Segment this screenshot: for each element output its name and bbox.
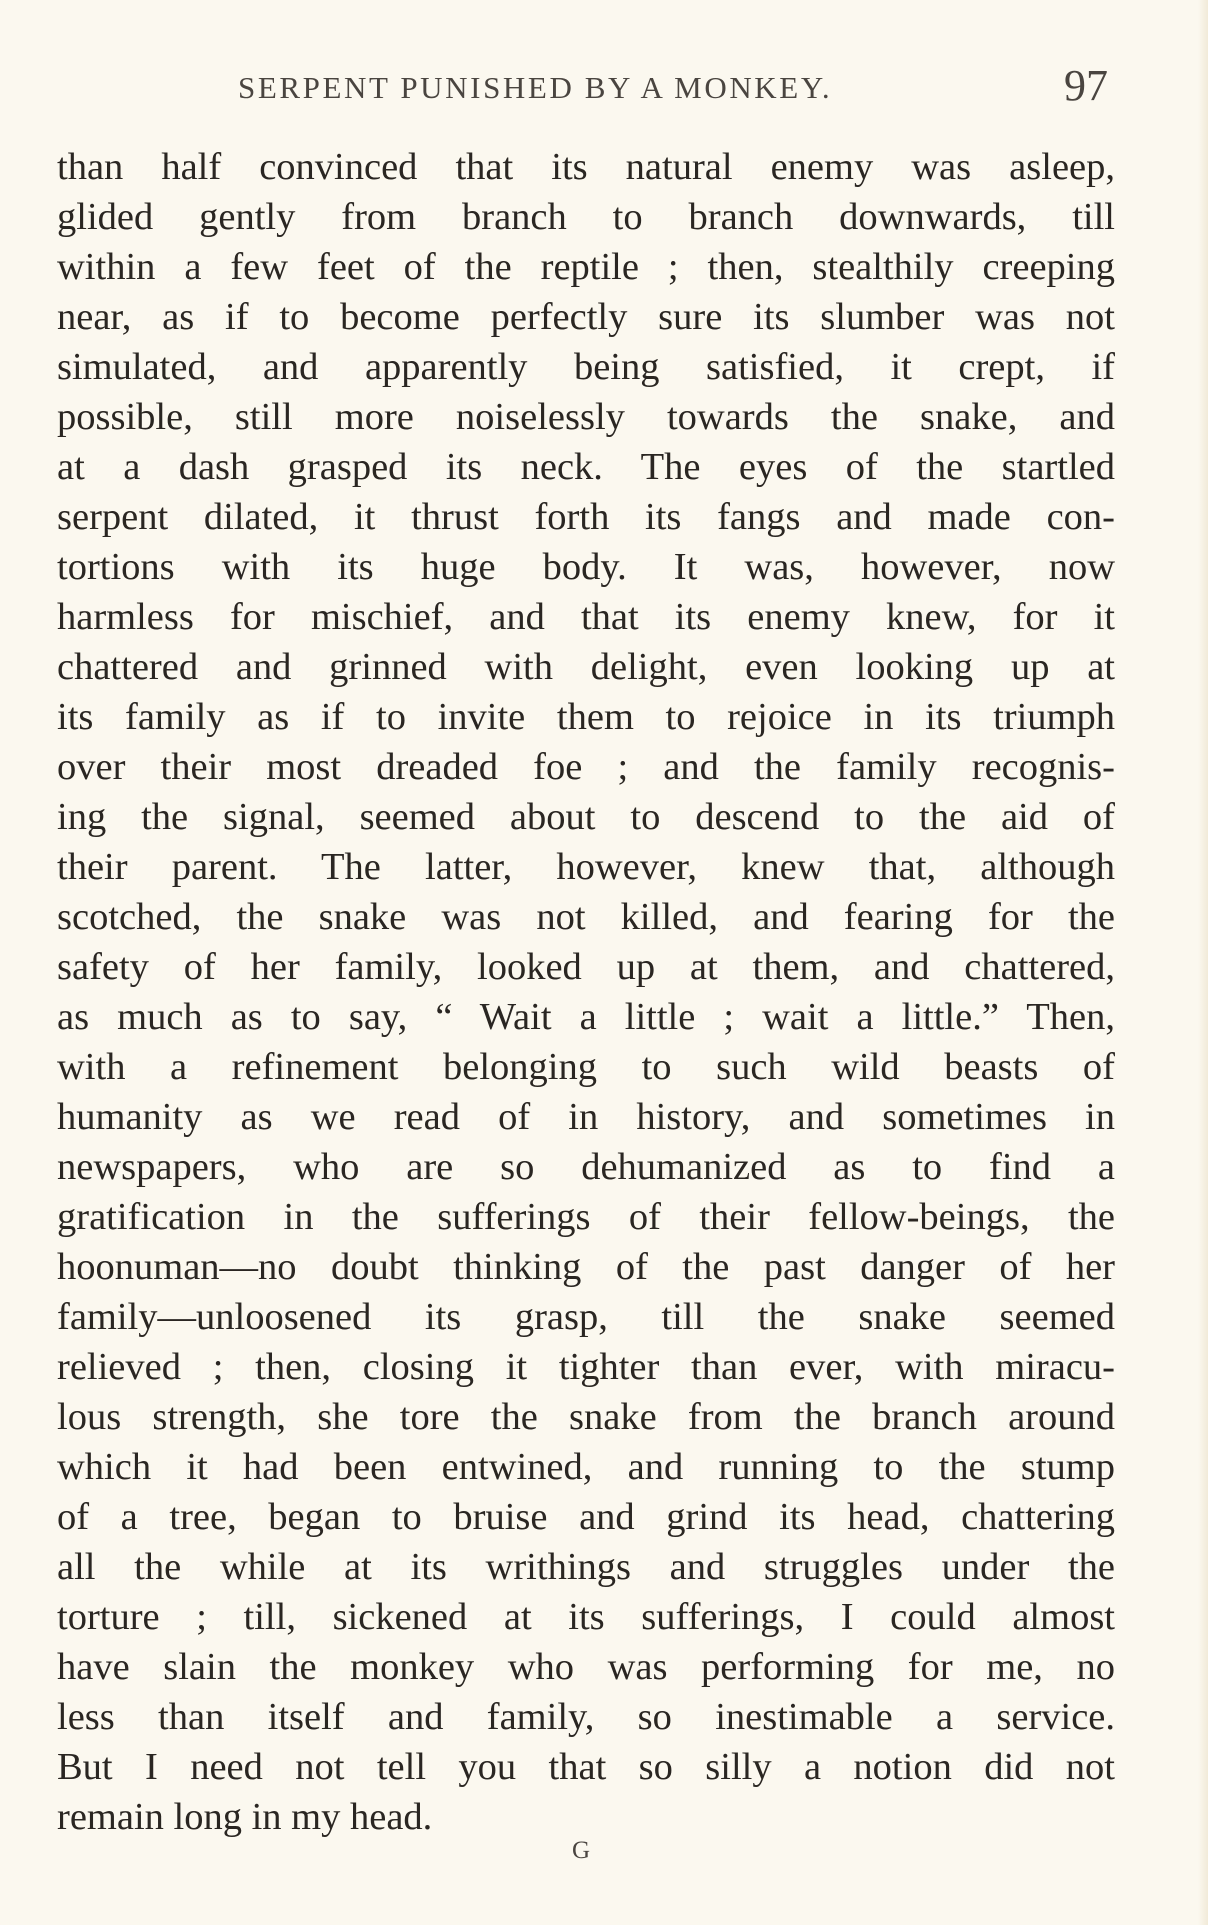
text-line: as much as to say, “ Wait a little ; wait a little.” Then, xyxy=(57,996,1115,1038)
text-line: relieved ; then, closing it tighter than ever, with miracu- xyxy=(57,1346,1115,1388)
text-line: with a refinement belonging to such wild beasts of xyxy=(57,1046,1115,1088)
text-line: lous strength, she tore the snake from the branch around xyxy=(57,1396,1115,1438)
text-line: scotched, the snake was not killed, and fearing for the xyxy=(57,896,1115,938)
text-line: safety of her family, looked up at them, and chattered, xyxy=(57,946,1115,988)
signature-mark: G xyxy=(572,1837,591,1864)
text-line: their parent. The latter, however, knew that, although xyxy=(57,846,1115,888)
running-title: SERPENT PUNISHED BY A MONKEY. xyxy=(238,70,833,105)
text-line: simulated, and apparently being satisfied, it crept, if xyxy=(57,346,1115,388)
text-line: serpent dilated, it thrust forth its fangs and made con- xyxy=(57,496,1115,538)
text-line: But I need not tell you that so silly a notion did not xyxy=(57,1746,1115,1788)
text-line: which it had been entwined, and running to the stump xyxy=(57,1446,1115,1488)
text-line: chattered and grinned with delight, even looking up at xyxy=(57,646,1115,688)
text-line: of a tree, began to bruise and grind its head, chattering xyxy=(57,1496,1115,1538)
text-line: than half convinced that its natural enemy was asleep, xyxy=(57,146,1115,188)
text-line: its family as if to invite them to rejoice in its triumph xyxy=(57,696,1115,738)
page-number: 97 xyxy=(1064,61,1108,110)
text-line: family—unloosened its grasp, till the snake seemed xyxy=(57,1296,1115,1338)
text-line: less than itself and family, so inestimable a service. xyxy=(57,1696,1115,1738)
text-line: near, as if to become perfectly sure its slumber was not xyxy=(57,296,1115,338)
text-line: hoonuman—no doubt thinking of the past danger of her xyxy=(57,1246,1115,1288)
text-line: humanity as we read of in history, and sometimes in xyxy=(57,1096,1115,1138)
text-line-last: remain long in my head. xyxy=(57,1796,433,1838)
text-line: newspapers, who are so dehumanized as to find a xyxy=(57,1146,1115,1188)
text-line: over their most dreaded foe ; and the family recognis- xyxy=(57,746,1115,788)
text-line: all the while at its writhings and struggles under the xyxy=(57,1546,1115,1588)
text-line: tortions with its huge body. It was, however, now xyxy=(57,546,1115,588)
text-line: at a dash grasped its neck. The eyes of the startled xyxy=(57,446,1115,488)
running-head xyxy=(238,60,1138,120)
text-line: have slain the monkey who was performing for me, no xyxy=(57,1646,1115,1688)
text-line: glided gently from branch to branch downwards, till xyxy=(57,196,1115,238)
page-edge xyxy=(1198,0,1208,1925)
text-line: gratification in the sufferings of their fellow-beings, the xyxy=(57,1196,1115,1238)
text-line: possible, still more noiselessly towards the snake, and xyxy=(57,396,1115,438)
body-text xyxy=(57,142,1115,1842)
text-line: within a few feet of the reptile ; then, stealthily creeping xyxy=(57,246,1115,288)
text-line: harmless for mischief, and that its enemy knew, for it xyxy=(57,596,1115,638)
text-line: ing the signal, seemed about to descend to the aid of xyxy=(57,796,1115,838)
text-line: torture ; till, sickened at its sufferings, I could almost xyxy=(57,1596,1115,1638)
